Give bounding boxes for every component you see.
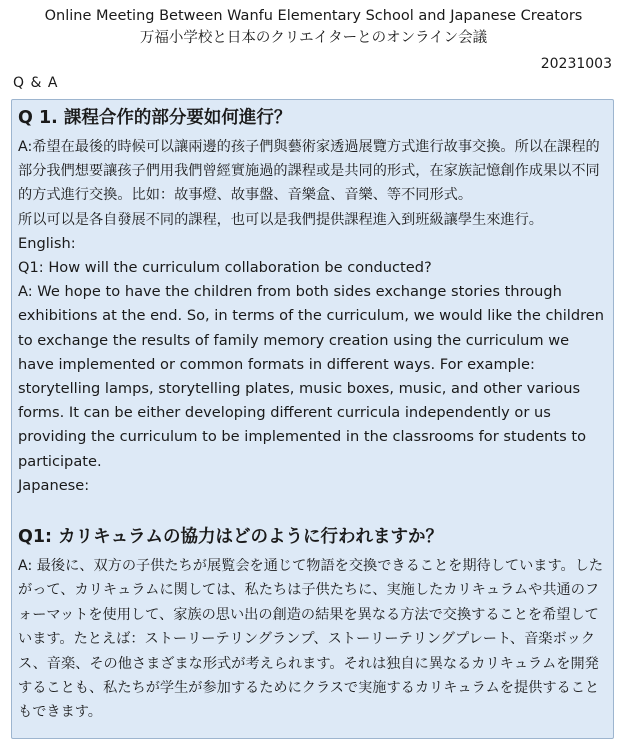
question-english: Q1: How will the curriculum collaboration be conducted?	[18, 259, 432, 277]
answer-japanese: A: 最後に、双方の子供たちが展覧会を通じて物語を交換できることを期待しています。したがって、カリキュラムに関しては、私たちは子供たちに、実施したカリキュラムや共通のフォーマットを使用して、家族の思い出の創造の結果を異なる方法で交換することを希望しています。たとえば：ストーリーテリングランプ、ストーリーテリングプレート、音楽ボックス、音楽、その他さまざまな形式が考えられます。それは独自に異なるカリキュラムを開発することも、私たちが学生が参加するためにクラスで実施するカリキュラムを提供することもできます。	[18, 558, 604, 721]
answer-chinese: A:希望在最後的時候可以讓兩邊的孩子們與藝術家透過展覽方式進行故事交換。所以在課程的部分我們想要讓孩子們用我們曾經實施過的課程或是共同的形式，在家族記憶創作成果以不同的方式進行交換。比如：故事燈、故事盤、音樂盒、音樂、等不同形式。	[18, 139, 600, 204]
english-label: English:	[18, 234, 76, 252]
question-japanese: Q1: カリキュラムの協力はどのように行われますか？	[18, 527, 443, 548]
spacer	[18, 498, 613, 523]
answer-chinese-continued: 所以可以是各自發展不同的課程，也可以是我們提供課程進入到班級讓學生來進行。	[18, 211, 543, 228]
question-chinese: Q 1. 課程合作的部分要如何進行？	[18, 108, 292, 128]
japanese-label: Japanese:	[18, 476, 90, 494]
document-date: 20231003	[540, 56, 612, 72]
title-english: Online Meeting Between Wanfu Elementary School and Japanese Creators	[44, 8, 583, 24]
title-japanese: 万福小学校と日本のクリエイターとのオンライン会議	[139, 30, 488, 46]
section-label: Q & A	[13, 75, 59, 91]
qa-box	[11, 99, 614, 739]
page-header	[0, 0, 627, 49]
answer-english: A: We hope to have the children from both sides exchange stories through exhibitions at the end. So, in terms of the curriculum, we would like the children to exchange the results of family memory creation using the curriculum we have implemented or common formats in different ways. For example: storytelling lamps, storytelling plates, music boxes, music, and other various forms. It can be either developing different curricula independently or us providing the curriculum to be implemented in the classrooms for students to participate.	[18, 283, 605, 470]
